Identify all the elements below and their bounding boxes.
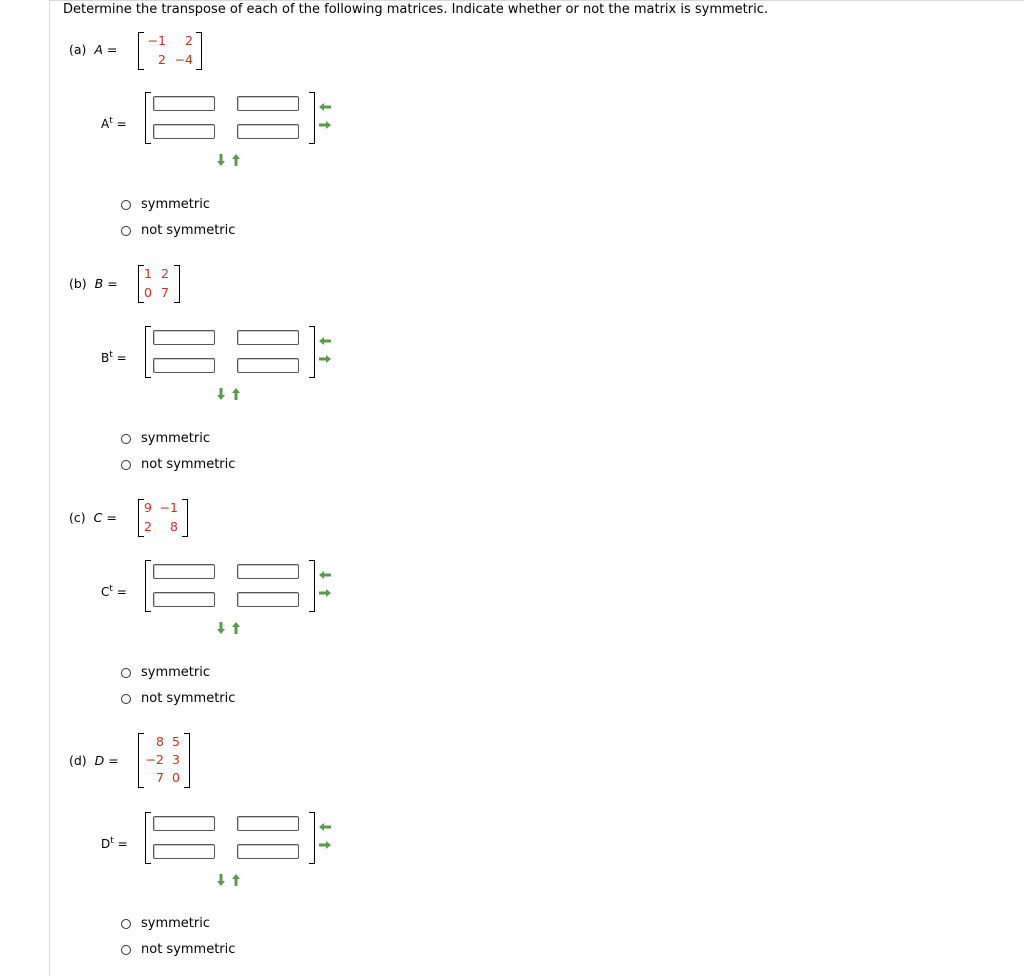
transpose-d-input-22[interactable] (237, 844, 299, 859)
transpose-c-input-21[interactable] (153, 592, 215, 607)
matrix-b-cell-12: 2 (161, 266, 169, 281)
matrix-b-cell-22: 7 (161, 285, 169, 300)
radio-c-not-symmetric[interactable] (121, 691, 235, 706)
transpose-b-matrix (145, 326, 315, 378)
radio-circle-icon[interactable] (121, 226, 131, 236)
transpose-a-input-21[interactable] (153, 124, 215, 139)
arrow-down-icon[interactable] (217, 154, 225, 166)
arrow-down-icon[interactable] (217, 388, 225, 400)
transpose-d-input-12[interactable] (237, 816, 299, 831)
arrow-up-icon[interactable] (232, 622, 240, 634)
matrix-d-given (138, 733, 190, 788)
radio-label: not symmetric (141, 691, 236, 706)
transpose-c-matrix (145, 560, 315, 612)
radio-label: not symmetric (141, 942, 236, 957)
matrix-c-cell-11: 9 (144, 500, 152, 515)
matrix-a-cell-12: 2 (185, 33, 193, 48)
transpose-b-input-11[interactable] (153, 330, 215, 345)
matrix-c-cell-22: 8 (170, 519, 178, 534)
radio-label: not symmetric (141, 457, 236, 472)
transpose-c-input-12[interactable] (237, 564, 299, 579)
transpose-c-input-11[interactable] (153, 564, 215, 579)
arrow-left-icon[interactable] (319, 823, 331, 831)
radio-circle-icon[interactable] (121, 919, 131, 929)
transpose-d-matrix (145, 812, 315, 864)
part-a-label: (a) A = (69, 42, 118, 57)
arrow-right-icon[interactable] (319, 355, 331, 363)
transpose-d-input-21[interactable] (153, 844, 215, 859)
part-c-label: (c) C = (69, 510, 117, 525)
radio-circle-icon[interactable] (121, 434, 131, 444)
radio-a-symmetric[interactable] (121, 197, 210, 212)
arrow-down-icon[interactable] (217, 874, 225, 886)
matrix-a-cell-21: 2 (158, 52, 166, 67)
arrow-right-icon[interactable] (319, 841, 331, 849)
transpose-b-input-12[interactable] (237, 330, 299, 345)
radio-label: symmetric (141, 916, 210, 931)
radio-b-not-symmetric[interactable] (121, 457, 235, 472)
transpose-b-input-22[interactable] (237, 358, 299, 373)
transpose-a-label: $A^t$ = (101, 116, 127, 131)
radio-circle-icon[interactable] (121, 694, 131, 704)
matrix-d-cell-11: 8 (156, 734, 164, 749)
matrix-d-cell-32: 0 (172, 770, 180, 785)
matrix-a-cell-11: −1 (147, 33, 166, 48)
matrix-c-cell-21: 2 (144, 519, 152, 534)
matrix-a-given (138, 32, 202, 70)
transpose-c-label: $C^t$ = (101, 584, 127, 599)
arrow-up-icon[interactable] (232, 154, 240, 166)
transpose-c-input-22[interactable] (237, 592, 299, 607)
radio-circle-icon[interactable] (121, 460, 131, 470)
matrix-d-cell-22: 3 (172, 752, 180, 767)
transpose-d-label: $D^t$ = (101, 836, 128, 851)
arrow-right-icon[interactable] (319, 121, 331, 129)
transpose-b-input-21[interactable] (153, 358, 215, 373)
radio-circle-icon[interactable] (121, 200, 131, 210)
arrow-left-icon[interactable] (319, 571, 331, 579)
instruction-text: Determine the transpose of each of the following matrices. Indicate whether or not the matrix is symmetric. (63, 2, 769, 17)
arrow-left-icon[interactable] (319, 103, 331, 111)
matrix-d-cell-21: −2 (145, 752, 164, 767)
matrix-b-cell-21: 0 (144, 285, 152, 300)
part-d-label: (d) D = (69, 753, 119, 768)
transpose-d-input-11[interactable] (153, 816, 215, 831)
radio-label: symmetric (141, 197, 210, 212)
radio-d-symmetric[interactable] (121, 916, 210, 931)
radio-label: symmetric (141, 665, 210, 680)
matrix-b-given (138, 265, 180, 303)
arrow-up-icon[interactable] (232, 388, 240, 400)
arrow-down-icon[interactable] (217, 622, 225, 634)
radio-label: not symmetric (141, 223, 236, 238)
matrix-c-given (138, 499, 188, 537)
arrow-left-icon[interactable] (319, 337, 331, 345)
radio-c-symmetric[interactable] (121, 665, 210, 680)
matrix-b-cell-11: 1 (144, 266, 152, 281)
radio-circle-icon[interactable] (121, 668, 131, 678)
matrix-d-cell-31: 7 (156, 770, 164, 785)
transpose-b-label: $B^t$ = (101, 350, 127, 365)
arrow-right-icon[interactable] (319, 589, 331, 597)
matrix-c-cell-12: −1 (159, 500, 178, 515)
radio-b-symmetric[interactable] (121, 431, 210, 446)
part-b-label: (b) B = (69, 276, 118, 291)
radio-d-not-symmetric[interactable] (121, 942, 235, 957)
radio-a-not-symmetric[interactable] (121, 223, 235, 238)
transpose-a-matrix (145, 92, 315, 144)
radio-label: symmetric (141, 431, 210, 446)
transpose-a-input-12[interactable] (237, 96, 299, 111)
radio-circle-icon[interactable] (121, 945, 131, 955)
matrix-d-cell-12: 5 (172, 734, 180, 749)
transpose-a-input-11[interactable] (153, 96, 215, 111)
arrow-up-icon[interactable] (232, 874, 240, 886)
matrix-a-cell-22: −4 (174, 52, 193, 67)
transpose-a-input-22[interactable] (237, 124, 299, 139)
